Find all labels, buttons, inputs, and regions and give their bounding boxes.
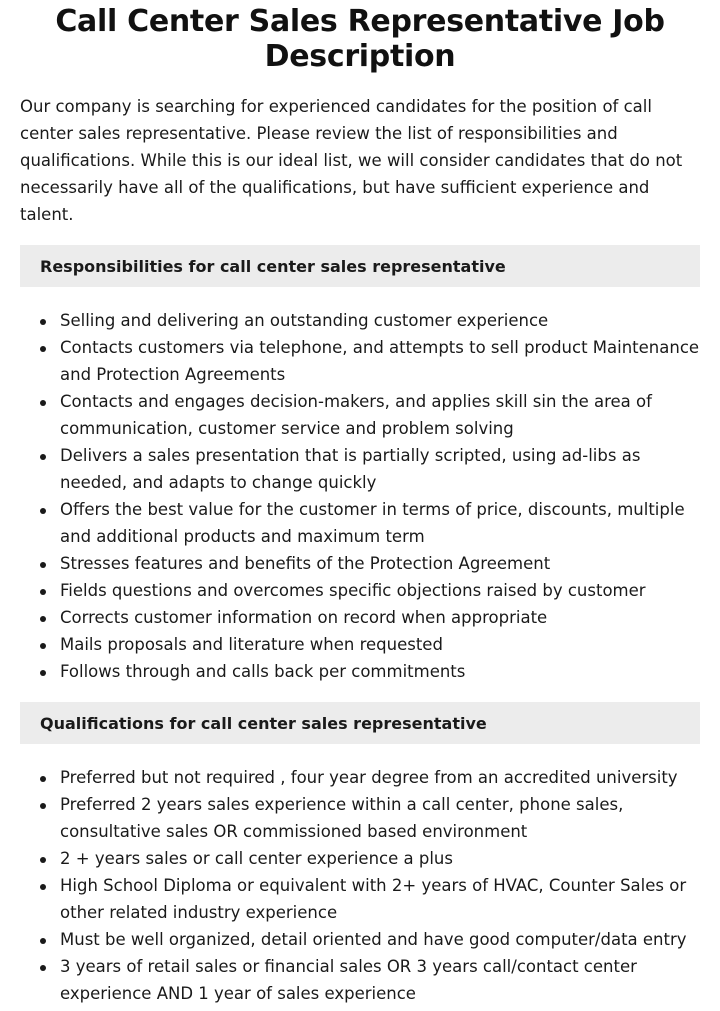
bullet-icon: [40, 454, 46, 460]
list-item: [20, 631, 700, 658]
list-item-text: Follows through and calls back per commitments: [60, 662, 466, 681]
list-item: [20, 307, 700, 334]
list-item-text: Corrects customer information on record when appropriate: [60, 608, 548, 627]
list-item: [20, 442, 700, 496]
bullet-icon: [40, 589, 46, 595]
bullet-icon: [40, 562, 46, 568]
bullet-icon: [40, 400, 46, 406]
qualifications-heading: Qualifications for call center sales representative: [20, 702, 700, 744]
list-item: [20, 496, 700, 550]
bullet-icon: [40, 884, 46, 890]
list-item: [20, 550, 700, 577]
list-item: [20, 872, 700, 926]
list-item-text: Contacts and engages decision-makers, and applies skill sin the area of communication, customer service and problem solving: [60, 392, 652, 438]
bullet-icon: [40, 508, 46, 514]
responsibilities-heading: Responsibilities for call center sales representative: [20, 245, 700, 287]
qualifications-list: [20, 764, 700, 1007]
bullet-icon: [40, 319, 46, 325]
list-item: [20, 658, 700, 685]
bullet-icon: [40, 346, 46, 352]
list-item-text: Delivers a sales presentation that is partially scripted, using ad-libs as needed, and adapts to change quickly: [60, 446, 641, 492]
list-item-text: Mails proposals and literature when requested: [60, 635, 443, 654]
bullet-icon: [40, 643, 46, 649]
bullet-icon: [40, 965, 46, 971]
list-item: [20, 791, 700, 845]
list-item: [20, 845, 700, 872]
bullet-icon: [40, 857, 46, 863]
list-item: [20, 577, 700, 604]
list-item-text: Preferred but not required , four year degree from an accredited university: [60, 768, 678, 787]
list-item-text: High School Diploma or equivalent with 2+ years of HVAC, Counter Sales or other related industry experience: [60, 876, 687, 922]
list-item-text: Offers the best value for the customer in terms of price, discounts, multiple and additional products and maximum term: [60, 500, 685, 546]
bullet-icon: [40, 938, 46, 944]
list-item: [20, 604, 700, 631]
list-item-text: Fields questions and overcomes specific objections raised by customer: [60, 581, 646, 600]
list-item: [20, 334, 700, 388]
list-item-text: Selling and delivering an outstanding customer experience: [60, 311, 549, 330]
list-item-text: Stresses features and benefits of the Protection Agreement: [60, 554, 551, 573]
list-item: [20, 388, 700, 442]
page-title: Call Center Sales Representative Job Description: [55, 4, 665, 74]
bullet-icon: [40, 670, 46, 676]
list-item-text: Contacts customers via telephone, and attempts to sell product Maintenance and Protection Agreements: [60, 338, 700, 384]
bullet-icon: [40, 776, 46, 782]
list-item-text: Must be well organized, detail oriented and have good computer/data entry: [60, 930, 687, 949]
responsibilities-list: [20, 307, 700, 685]
list-item: [20, 764, 700, 791]
list-item-text: 3 years of retail sales or financial sales OR 3 years call/contact center experience AND 1 year of sales experience: [60, 957, 637, 1003]
list-item-text: Preferred 2 years sales experience within a call center, phone sales, consultative sales OR commissioned based environment: [60, 795, 624, 841]
list-item: [20, 926, 700, 953]
bullet-icon: [40, 616, 46, 622]
list-item-text: 2 + years sales or call center experience a plus: [60, 849, 453, 868]
intro-paragraph: Our company is searching for experienced candidates for the position of call center sales representative. Please review the list of responsibilities and qualifications. While this is our ideal list, we will consider candidates that do not necessarily have all of the qualifications, but have sufficient experience and talent.: [20, 97, 683, 224]
list-item: [20, 953, 700, 1007]
bullet-icon: [40, 803, 46, 809]
